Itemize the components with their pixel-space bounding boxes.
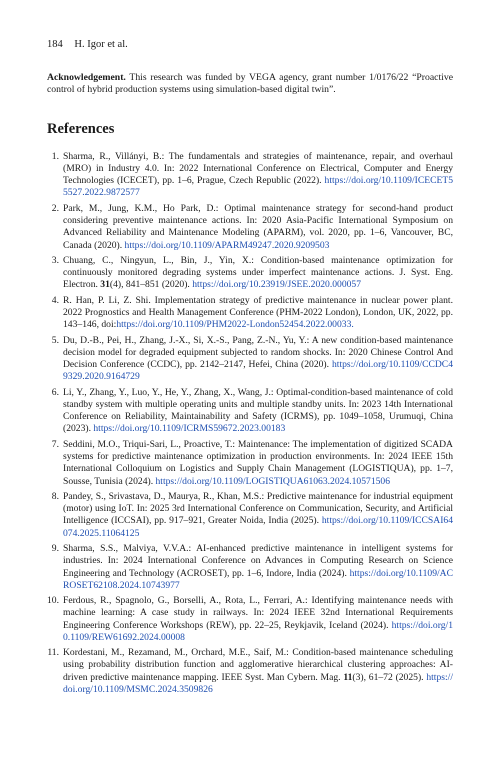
- reference-number: 3.: [51, 255, 59, 267]
- reference-number: 11.: [47, 647, 59, 659]
- reference-number: 2.: [51, 203, 59, 215]
- reference-text-tail: (3), 61–72 (2025).: [352, 671, 427, 683]
- reference-text: Park, M., Jung, K.M., Ho Park, D.: Optimal maintenance strategy for second-hand product considering preventive maintenance actions. In: 2020 Asia-Pacific International Symposium on Advanced Reliability and Maintenance Modeling (APARM), vol. 2020, pp. 1–6, Vancouver, BC, Canada (2020).: [63, 203, 453, 251]
- reference-volume: 11: [343, 671, 353, 683]
- running-header-authors: H. Igor et al.: [74, 39, 128, 50]
- references-heading: References: [47, 121, 115, 137]
- reference-number: 1.: [51, 151, 59, 162]
- acknowledgement-label: Acknowledgement.: [47, 71, 126, 83]
- reference-item: [47, 439, 453, 488]
- running-header: [47, 39, 128, 50]
- reference-doi-link[interactable]: https://doi.org/10.1109/ICRMS59672.2023.00183: [93, 423, 286, 435]
- reference-doi-link[interactable]: https://doi.org/10.1109/ACROSET62108.2024.10743977: [63, 567, 453, 591]
- reference-item: [47, 543, 453, 592]
- page-number: 184: [47, 39, 63, 50]
- reference-volume: 31: [100, 279, 110, 291]
- reference-item: [47, 595, 453, 644]
- reference-text: Sharma, R., Villányi, B.: The fundamentals and strategies of maintenance, repair, and overhaul (MRO) in Industry 4.0. In: 2022 International Conference on Electrical, Computer and Energy Technologies (ICECET), pp. 1–6, Prague, Czech Republic (2022).: [63, 151, 453, 187]
- reference-doi-link[interactable]: https://doi.org/10.23919/JSEE.2020.000057: [192, 279, 362, 291]
- reference-doi-link[interactable]: https://doi.org/10.1109/APARM49247.2020.9209503: [124, 239, 330, 251]
- reference-text: Chuang, C., Ningyun, L., Bin, J., Yin, X.: Condition-based maintenance optimization for continuously monitored degrading systems under imperfect maintenance actions. J. Syst. Eng. Electron.: [63, 255, 453, 291]
- reference-doi-link[interactable]: https://doi.org/10.1109/ICECET55527.2022.9872577: [63, 175, 453, 199]
- references-list: [47, 151, 453, 699]
- reference-item: [47, 151, 453, 200]
- reference-number: 7.: [51, 439, 59, 451]
- reference-number: 5.: [51, 334, 59, 346]
- reference-item: [47, 491, 453, 540]
- reference-number: 4.: [51, 295, 59, 307]
- reference-text: Kordestani, M., Rezamand, M., Orchard, M.E., Saif, M.: Condition-based maintenance scheduling using probability distribution function and agglomerative hierarchical clustering approaches: AI-driven predictive maintenance mapping. IEEE Syst. Man Cybern. Mag.: [63, 647, 453, 683]
- reference-text: Pandey, S., Srivastava, D., Maurya, R., Khan, M.S.: Predictive maintenance for industrial equipment (motor) using IoT. In: 2025 3rd International Conference on Communication, Security, and Artificial Intelligence (ICCSAI), pp. 917–921, Greater Noida, India (2025).: [63, 491, 453, 527]
- reference-number: 6.: [51, 387, 59, 398]
- reference-number: 10.: [47, 595, 59, 607]
- reference-text: Seddini, M.O., Triqui-Sari, L., Proactive, T.: Maintenance: The implementation of digitized SCADA systems for predictive maintenance optimization in production environments. In: 2024 IEEE 15th International Colloquium on Logistics and Supply Chain Management (LOGISTIQUA), pp. 1–7, Sousse, Tunisia (2024).: [63, 439, 453, 487]
- reference-text: Li, Y., Zhang, Y., Luo, Y., He, Y., Zhang, X., Wang, J.: Optimal-condition-based maintenance of cold standby system with multiple operating units and multiple standby units. In: 2023 14th International Conference on Reliability, Maintainability and Safety (ICRMS), pp. 1049–1058, Urumuqi, China (2023).: [63, 387, 453, 435]
- reference-text: R. Han, P. Li, Z. Shi. Implementation strategy of predictive maintenance in nuclear power plant. 2022 Prognostics and Health Management Conference (PHM-2022 London), London, UK, 2022, pp. 143–146, doi:: [63, 295, 453, 331]
- reference-text-tail: (4), 841–851 (2020).: [109, 279, 193, 291]
- reference-doi-link[interactable]: https://doi.org/10.1109/ICCSAI64074.2025.11064125: [63, 515, 453, 539]
- reference-text: Du, D.-B., Pei, H., Zhang, J.-X., Si, X.-S., Pang, Z.-N., Yu, Y.: A new condition-based maintenance decision model for degraded equipment subjected to random shocks. In: 2020 Chinese Control And Decision Conference (CCDC), pp. 2142–2147, Hefei, China (2020).: [63, 334, 453, 371]
- reference-number: 9.: [51, 543, 59, 555]
- acknowledgement-paragraph: [47, 72, 453, 97]
- reference-item: [47, 335, 453, 384]
- reference-doi-link[interactable]: https://doi.org/10.1109/LOGISTIQUA61063.2024.10571506: [155, 475, 391, 487]
- reference-text: Sharma, S.S., Malviya, V.V.A.: AI-enhanced predictive maintenance in intelligent systems for industries. In: 2024 International Conference on Advances in Computing Research on Science Engineering and Technology (ACROSET), pp. 1–6, Indore, India (2024).: [63, 543, 453, 579]
- reference-doi-link[interactable]: https://doi.org/10.1109/REW61692.2024.00008: [63, 619, 453, 643]
- reference-doi-link[interactable]: https://doi.org/10.1109/MSMC.2024.3509826: [63, 671, 453, 695]
- reference-item: [47, 647, 453, 696]
- reference-number: 8.: [51, 491, 59, 503]
- reference-item: [47, 295, 453, 331]
- reference-item: [47, 203, 453, 252]
- reference-item: [47, 387, 453, 436]
- reference-item: [47, 255, 453, 291]
- reference-doi-link[interactable]: https://doi.org/10.1109/PHM2022-London52454.2022.00033.: [116, 319, 354, 331]
- acknowledgement-text: This research was funded by VEGA agency, grant number 1/0176/22 “Proactive control of hybrid production systems using simulation-based digital twin”.: [47, 71, 453, 96]
- reference-doi-link[interactable]: https://doi.org/10.1109/CCDC49329.2020.9164729: [63, 359, 453, 383]
- reference-text: Ferdous, R., Spagnolo, G., Borselli, A., Rota, L., Ferrari, A.: Identifying maintenance needs with machine learning: A case study in railways. In: 2024 IEEE 32nd International Requirements Engineering Conference Workshops (REW), pp. 22–25, Reykjavik, Iceland (2024).: [63, 595, 453, 631]
